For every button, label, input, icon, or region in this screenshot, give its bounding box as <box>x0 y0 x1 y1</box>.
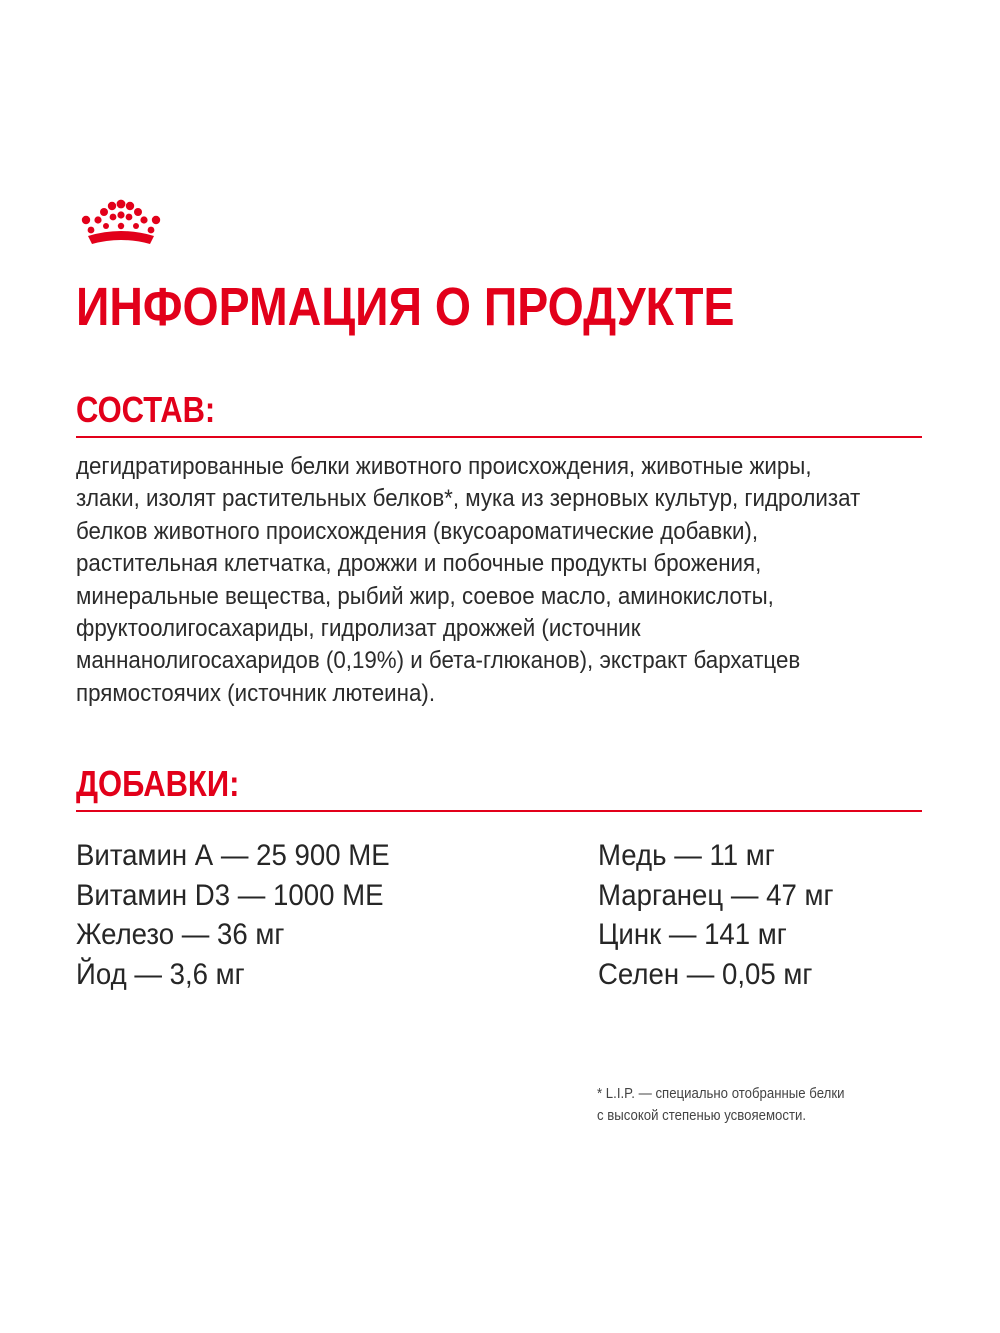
additive-item: Цинк — 141 мг <box>598 918 787 951</box>
page-title: ИНФОРМАЦИЯ О ПРОДУКТЕ <box>76 277 735 337</box>
additives-heading: ДОБАВКИ: <box>76 763 240 804</box>
footnote-line: * L.I.P. — специально отобранные белки <box>597 1085 845 1102</box>
footnote-line: с высокой степенью усвояемости. <box>597 1107 807 1124</box>
additive-item: Селен — 0,05 мг <box>598 957 813 991</box>
composition-text: дегидратированные белки животного происхождения, животные жиры, злаки, изолят растительных белков*, мука из зерновых культур, гидролизат белков животного происхождения (вкусоароматические добавки), растительная клетчатка, дрожжи и побочные продукты брожения, минеральные вещества, рыбий жир, соевое масло, аминокислоты, фруктоолигосахариды, гидролизат дрожжей (источник маннанолигосахаридов (0,19%) и бета-глюканов), экстракт бархатцев прямостоячих (источник лютеина). <box>76 453 861 707</box>
additive-item: Медь — 11 мг <box>598 839 775 872</box>
additive-item: Железо — 36 мг <box>76 918 285 951</box>
additive-item: Витамин D3 — 1000 МЕ <box>76 878 384 912</box>
composition-divider <box>76 436 922 438</box>
additives-list-left <box>76 836 516 994</box>
additives-list-right <box>598 836 1000 994</box>
royal-crown-icon <box>78 198 164 252</box>
footnote <box>597 1083 914 1127</box>
additive-item: Витамин А — 25 900 МЕ <box>76 839 390 872</box>
additive-item: Йод — 3,6 мг <box>76 957 245 991</box>
composition-heading: СОСТАВ: <box>76 389 216 430</box>
additives-divider <box>76 810 922 812</box>
additive-item: Марганец — 47 мг <box>598 878 834 912</box>
